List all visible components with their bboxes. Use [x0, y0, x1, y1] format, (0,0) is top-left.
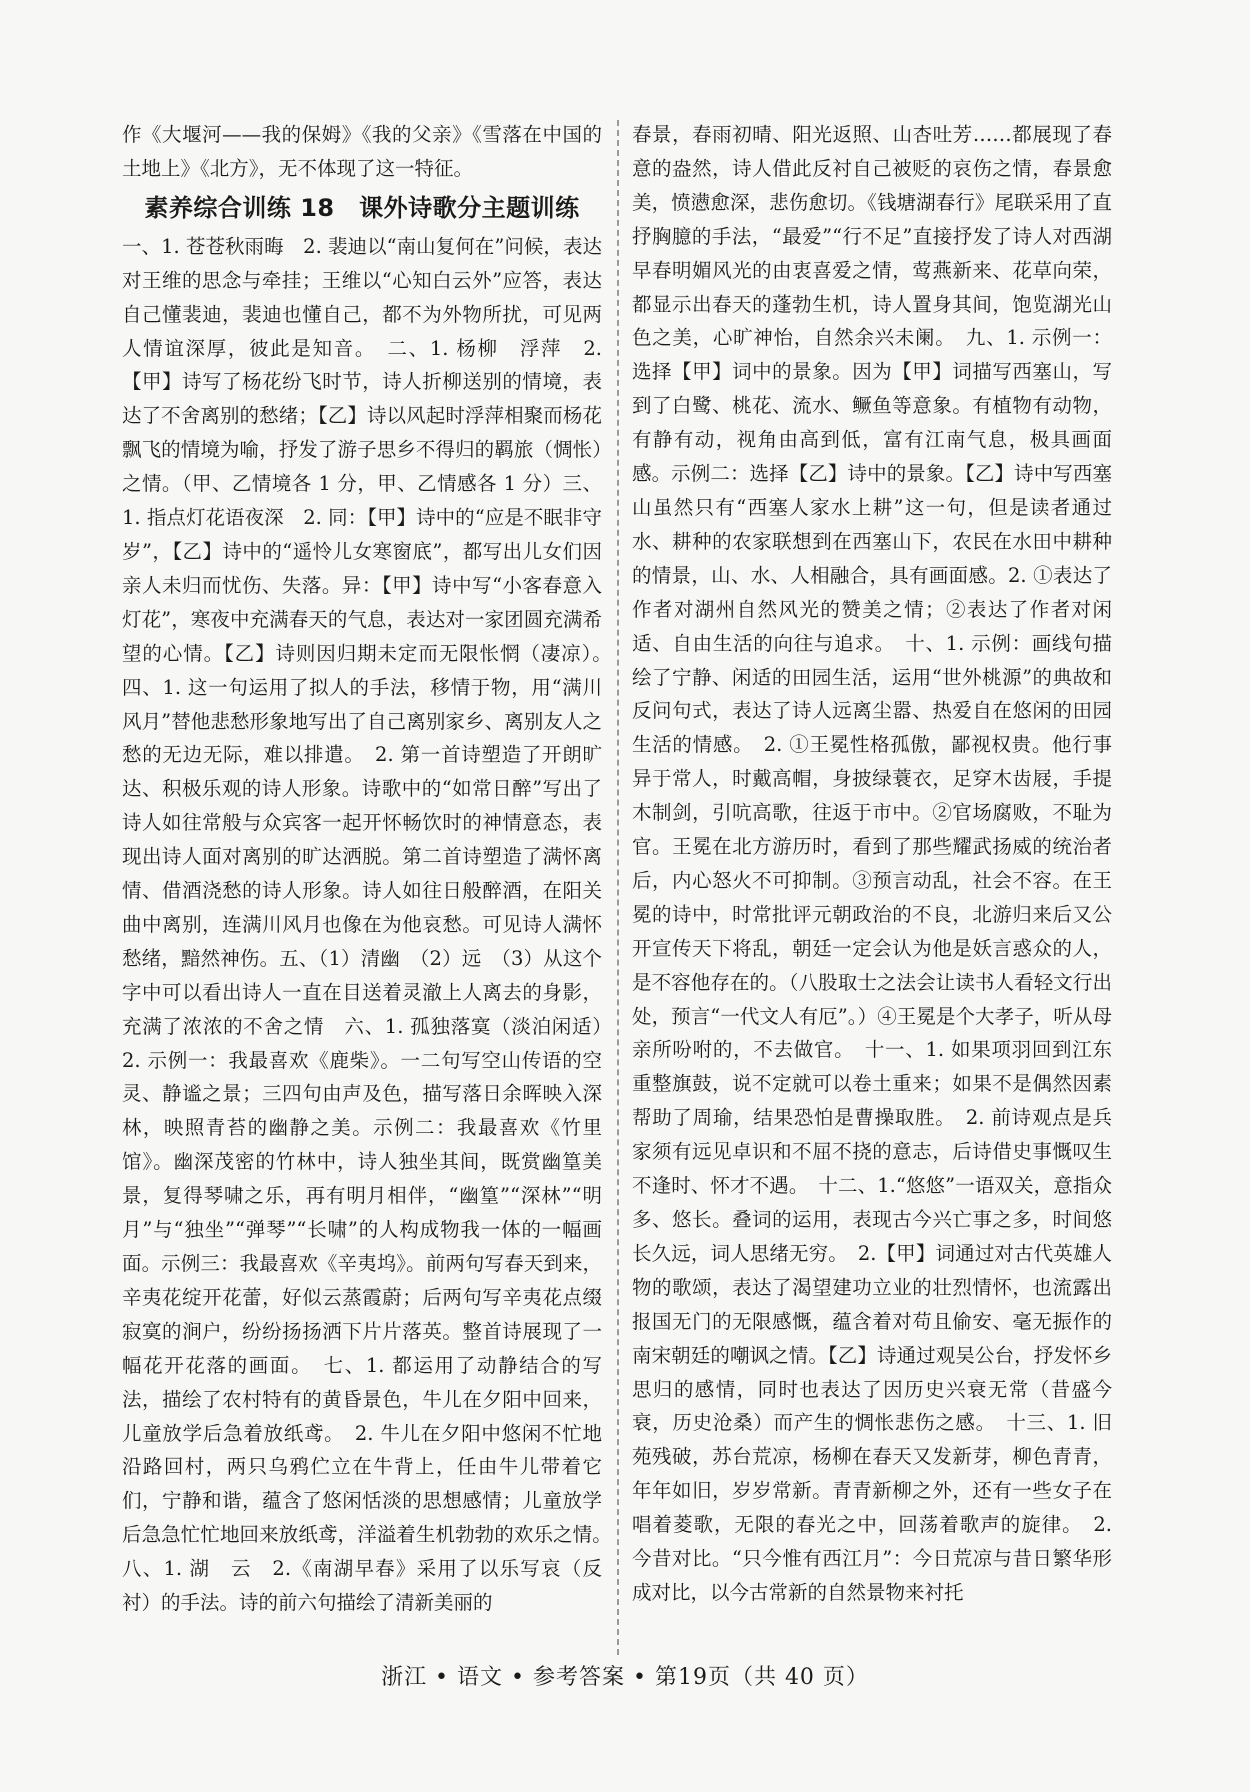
page-footer: 浙江 • 语文 • 参考答案 • 第19页（共 40 页） — [381, 1665, 869, 1690]
answers-right: 春景，春雨初晴、阳光返照、山杏吐芳……都展现了春意的盎然，诗人借此反衬自己被贬的哀伤之情，春景愈美，愤懑愈深，悲伤愈切。《钱塘湖春行》尾联采用了直抒胸臆的手法，“最爱”“行不足”直接抒发了诗人对西湖早春明媚风光的由衷喜爱之情，莺燕新来、花草向荣，都显示出春天的蓬勃生机，诗人置身其间，饱览湖光山色之美，心旷神怡，自然余兴未阑。 九、1. 示例一：选择【甲】词中的景象。因为【甲】词描写西塞山，写到了白鹭、桃花、流水、鳜鱼等意象。有植物有动物，有静有动，视角由高到低，富有江南气息，极具画面感。示例二：选择【乙】诗中的景象。【乙】诗中写西塞山虽然只有“西塞人家水上耕”这一句，但是读者通过水、耕种的农家联想到在西塞山下，农民在水田中耕种的情景，山、水、人相融合，具有画面感。2. ①表达了作者对湖州自然风光的赞美之情；②表达了作者对闲适、自由生活的向往与追求。 十、1. 示例：画线句描绘了宁静、闲适的田园生活，运用“世外桃源”的典故和反问句式，表达了诗人远离尘嚣、热爱自在悠闲的田园生活的情感。 2. ①王冕性格孤傲，鄙视权贵。他行事异于常人，时戴高帽，身披绿蓑衣，足穿木齿屐，手提木制剑，引吭高歌，往返于市中。②官场腐败，不耻为官。王冕在北方游历时，看到了那些耀武扬威的统治者后，内心怒火不可抑制。③预言动乱，社会不容。在王冕的诗中，时常批评元朝政治的不良，北游归来后又公开宣传天下将乱，朝廷一定会认为他是妖言惑众的人，是不容他存在的。（八股取士之法会让读书人看轻文行出处，预言“一代文人有厄”。）④王冕是个大孝子，听从母亲所吩咐的，不去做官。 十一、1. 如果项羽回到江东重整旗鼓，说不定就可以卷土重来；如果不是偶然因素帮助了周瑜，结果恐怕是曹操取胜。 2. 前诗观点是兵家须有远见卓识和不屈不挠的意志，后诗借史事慨叹生不逢时、怀才不遇。 十二、1.“悠悠”一语双关，意指众多、悠长。叠词的运用，表现古今兴亡事之多，时间悠长久远，词人思绪无穷。 2.【甲】词通过对古代英雄人物的歌颂，表达了渴望建功立业的壮烈情怀，也流露出报国无门的无限感慨，蕴含着对苟且偷安、毫无振作的南宋朝廷的嘲讽之情。【乙】诗通过观吴公台，抒发怀乡思归的感情，同时也表达了因历史兴衰无常（昔盛今衰，历史沧桑）而产生的惆怅悲伤之感。 十三、1. 旧苑残破，苏台荒凉，杨柳在春天又发新芽，柳色青青，年年如旧，岁岁常新。青青新柳之外，还有一些女子在唱着菱歌，无限的春光之中，回荡着歌声的旋律。 2. 今昔对比。“只今惟有西江月”：今日荒凉与昔日繁华形成对比，以今古常新的自然景物来衬托 — [632, 123, 1112, 1604]
right-column — [632, 118, 1112, 1610]
section-title: 素养综合训练 18 课外诗歌分主题训练 — [144, 193, 580, 222]
left-column — [122, 118, 622, 1620]
intro-paragraph: 作《大堰河——我的保姆》《我的父亲》《雪落在中国的土地上》《北方》，无不体现了这一特征。 — [122, 123, 602, 180]
answers-left: 一、1. 苍苍秋雨晦 2. 裴迪以“南山复何在”问候，表达对王维的思念与牵挂；王维以“心知白云外”应答，表达自己懂裴迪，裴迪也懂自己，都不为外物所扰，可见两人情谊深厚，彼此是知音。 二、1. 杨柳 浮萍 2.【甲】诗写了杨花纷飞时节，诗人折柳送别的情境，表达了不舍离别的愁绪；【乙】诗以风起时浮萍相聚而杨花飘飞的情境为喻，抒发了游子思乡不得归的羁旅（惆怅）之情。（甲、乙情境各 1 分，甲、乙情感各 1 分）三、1. 指点灯花语夜深 2. 同：【甲】诗中的“应是不眠非守岁”，【乙】诗中的“遥怜儿女寒窗底”，都写出儿女们因亲人未归而忧伤、失落。异：【甲】诗中写“小客春意入灯花”，寒夜中充满春天的气息，表达对一家团圆充满希望的心情。【乙】诗则因归期未定而无限怅惘（凄凉）。 四、1. 这一句运用了拟人的手法，移情于物，用“满川风月”替他悲愁形象地写出了自己离别家乡、离别友人之愁的无边无际，难以排遣。 2. 第一首诗塑造了开朗旷达、积极乐观的诗人形象。诗歌中的“如常日醉”写出了诗人如往常般与众宾客一起开怀畅饮时的神情意态，表现出诗人面对离别的旷达洒脱。第二首诗塑造了满怀离情、借酒浇愁的诗人形象。诗人如往日般醉酒，在阳关曲中离别，连满川风月也像在为他哀愁。可见诗人满怀愁绪，黯然神伤。五、（1）清幽 （2）远 （3）从这个字中可以看出诗人一直在目送着灵澈上人离去的身影，充满了浓浓的不舍之情 六、1. 孤独落寞（淡泊闲适） 2. 示例一：我最喜欢《鹿柴》。一二句写空山传语的空灵、静谧之景；三四句由声及色，描写落日余晖映入深林，映照青苔的幽静之美。示例二：我最喜欢《竹里馆》。幽深茂密的竹林中，诗人独坐其间，既赏幽篁美景，复得琴啸之乐，再有明月相伴，“幽篁”“深林”“明月”与“独坐”“弹琴”“长啸”的人构成物我一体的一幅画面。示例三：我最喜欢《辛夷坞》。前两句写春天到来，辛夷花绽开花蕾，好似云蒸霞蔚；后两句写辛夷花点缀寂寞的涧户，纷纷扬扬洒下片片落英。整首诗展现了一幅花开花落的画面。 七、1. 都运用了动静结合的写法，描绘了农村特有的黄昏景色，牛儿在夕阳中回来，儿童放学后急着放纸鸢。 2. 牛儿在夕阳中悠闲不忙地沿路回村，两只乌鸦伫立在牛背上，任由牛儿带着它们，宁静和谐，蕴含了悠闲恬淡的思想感情；儿童放学后急急忙忙地回来放纸鸢，洋溢着生机勃勃的欢乐之情。 八、1. 湖 云 2.《南湖早春》采用了以乐写哀（反衬）的手法。诗的前六句描绘了清新美丽的 — [122, 234, 622, 1615]
column-divider — [617, 120, 619, 1655]
